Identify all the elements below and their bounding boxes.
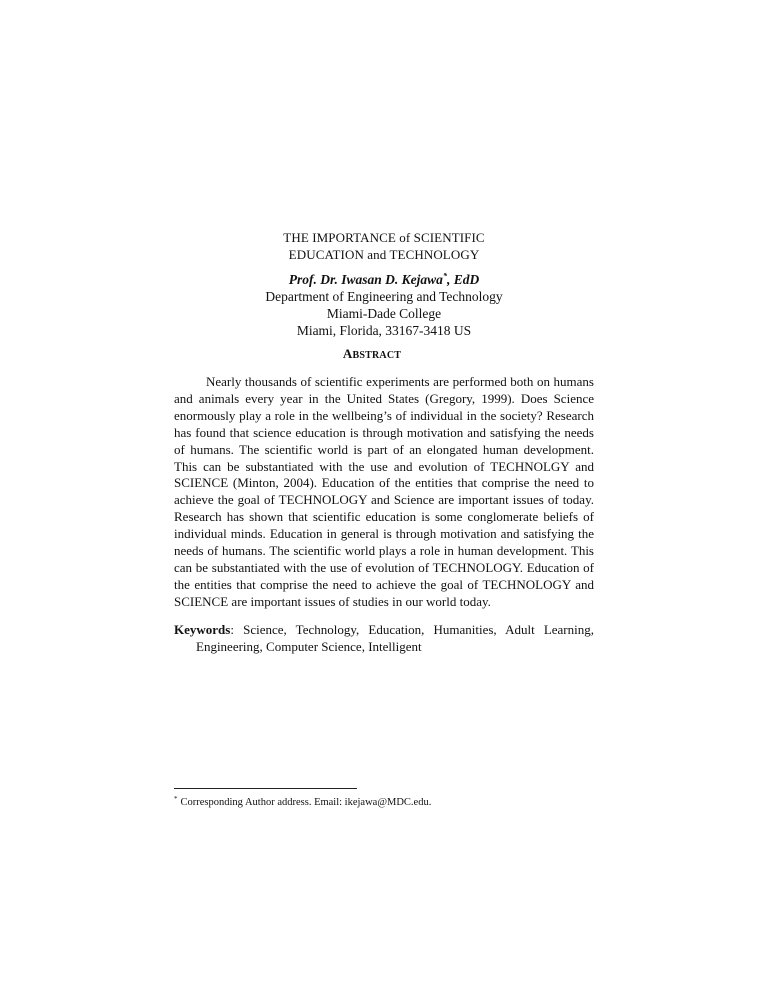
abstract-body [174,374,594,611]
author-degree: , EdD [446,272,480,287]
footnote-marker: * [174,794,178,803]
author-name [0,271,768,288]
author-name-text: Prof. Dr. Iwasan D. Kejawa [288,272,443,287]
keywords-section [174,621,594,655]
abstract-heading-initial: A [342,346,353,361]
title-line-2: EDUCATION and TECHNOLOGY [288,247,480,262]
keywords-label: Keywords [174,622,231,637]
footnote-text: Corresponding Author address. Email: ikejawa@MDC.edu. [180,797,432,808]
footnote-divider [174,788,357,789]
abstract-heading-rest: BSTRACT [352,350,402,361]
author-footnote-marker: * [442,271,447,281]
author-department: Department of Engineering and Technology [265,289,503,304]
author-block [0,271,768,339]
author-college: Miami-Dade College [326,306,442,321]
paper-title [0,229,768,263]
title-line-1: THE IMPORTANCE of SCIENTIFIC [283,230,485,245]
author-address: Miami, Florida, 33167-3418 US [296,323,472,338]
abstract-paragraph: Nearly thousands of scientific experiments are performed both on humans and animals every year in the United States (Gregory, 1999). Does Science enormously play a role in the wellbeing’s of individual in the society? Research has found that science education is through motivation and satisfying the needs of humans. The scientific world is part of an elongated human development. This can be substantiated with the use and evolution of TECHNOLGY and SCIENCE (Minton, 2004). Education of the entities that comprise the need to achieve the goal of TECHNOLOGY and Science are important issues of today. Research has shown that scientific education is some conglomerate beliefs of individual minds. Education in general is through motivation and satisfying the needs of humans. The scientific world plays a role in human development. This can be substantiated with the use of evolution of TECHNOLOGY. Education of the entities that comprise the need to achieve the goal of TECHNOLOGY and SCIENCE are important issues of studies in our world today. [174,374,594,609]
footnote [174,796,594,810]
keywords-list: : Science, Technology, Education, Humanities, Adult Learning, Engineering, Computer Science, Intelligent [196,622,594,654]
abstract-heading [0,346,744,362]
